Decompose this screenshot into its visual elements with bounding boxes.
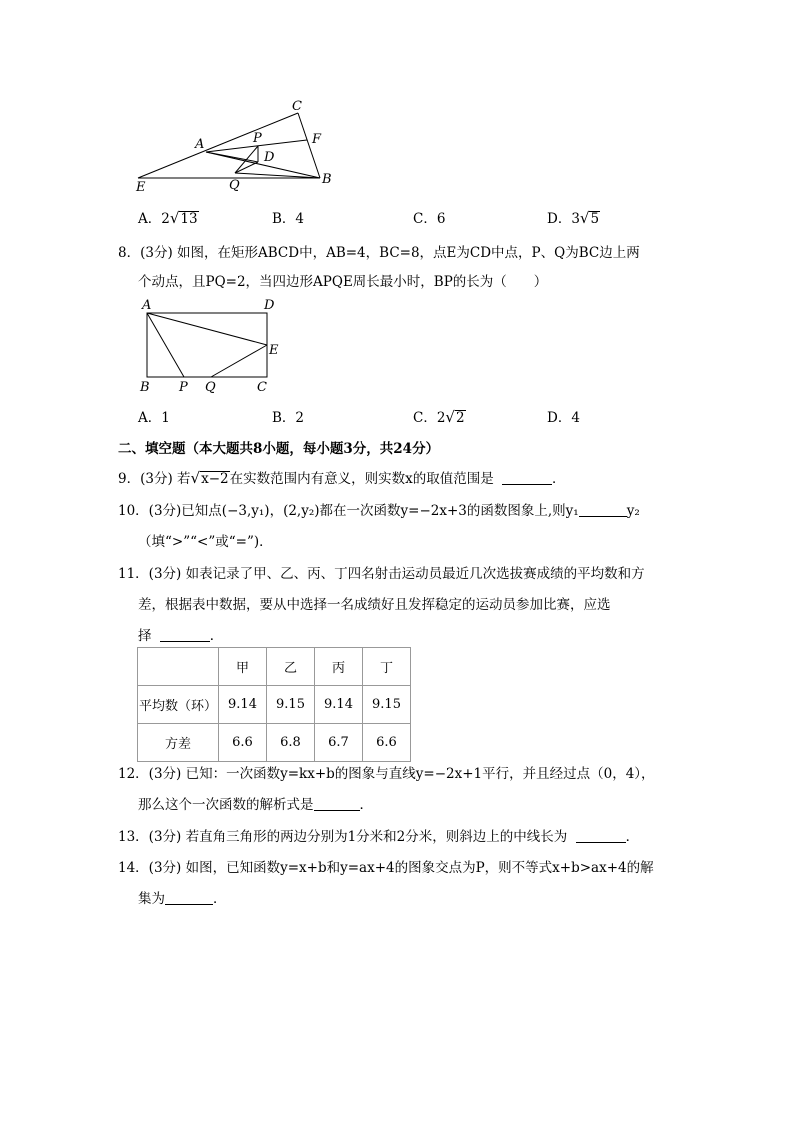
fig7-label-b: B (322, 172, 332, 187)
sqrt-sign: √ (579, 209, 590, 227)
table-row (138, 724, 411, 762)
q14-line2-prefix: 集为 (138, 891, 165, 907)
fig7-label-a: A (195, 137, 205, 152)
fig7-label-c: C (292, 99, 302, 114)
q11-line3-prefix: 择 (138, 628, 152, 644)
table-header-cell (138, 648, 219, 686)
q12-line2-end: ． (359, 797, 373, 813)
q14-line2-end: ． (213, 891, 227, 907)
sqrt-sign: √ (445, 408, 455, 426)
table-cell: 9.15 (363, 686, 411, 724)
q11-score-table (137, 647, 411, 762)
table-row-label: 方差 (138, 724, 219, 762)
q11-line3 (138, 624, 223, 644)
q7-option-d[interactable] (547, 207, 600, 227)
q13-answer-blank[interactable] (576, 829, 626, 844)
q7-figure (130, 96, 340, 196)
table-cell: 6.6 (219, 724, 267, 762)
q12-line2-prefix: 那么这个一次函数的解析式是 (138, 797, 314, 813)
table-cell: 6.6 (363, 724, 411, 762)
q10-answer-blank[interactable] (579, 503, 627, 518)
q7-option-a-prefix: A．2 (138, 211, 170, 227)
fig8-label-p: P (179, 380, 188, 394)
fig7-label-e: E (136, 180, 146, 195)
table-cell: 9.14 (315, 686, 363, 724)
q8-line2: 个动点，且PQ=2，当四边形APQE周长最小时，BP的长为（ ） (138, 274, 548, 290)
fig8-label-b: B (140, 380, 150, 394)
q8-line1: 8．(3分) 如图，在矩形ABCD中，AB=4，BC=8，点E为CD中点，P、Q为BC边上两 (118, 245, 640, 261)
fig8-label-q: Q (205, 380, 216, 394)
q8-option-d[interactable]: D．4 (547, 410, 580, 426)
q10-line2: （填“>”“<”或“=”)． (138, 534, 273, 550)
table-row (138, 686, 411, 724)
q13-end: ． (625, 829, 640, 845)
fig8-label-a: A (142, 298, 152, 313)
q11-answer-blank[interactable] (160, 628, 210, 643)
table-cell: 6.8 (267, 724, 315, 762)
q9-radicand: x−2 (201, 471, 229, 487)
q9-answer-blank[interactable] (502, 471, 552, 486)
q14-line2 (138, 887, 227, 907)
q9 (118, 467, 566, 487)
q13-text: 13．(3分) 若直角三角形的两边分别为1分米和2分米，则斜边上的中线长为 (118, 829, 568, 845)
fig7-label-q: Q (229, 178, 240, 193)
table-header-row (138, 648, 411, 686)
table-header-cell: 丙 (315, 648, 363, 686)
q8-option-c[interactable] (413, 406, 466, 426)
q12-line1: 12．(3分) 已知：一次函数y=kx+b的图象与直线y=−2x+1平行，并且经过点（0，4）， (118, 766, 655, 782)
q13 (118, 825, 639, 845)
fig8-label-e: E (269, 343, 279, 358)
fig8-label-c: C (257, 380, 267, 394)
q8-figure (136, 298, 286, 394)
q11-line3-end: ． (209, 628, 224, 644)
table-header-cell: 丁 (363, 648, 411, 686)
fig8-label-d: D (264, 298, 275, 313)
q9-suffix: 在实数范围内有意义，则实数x的取值范围是 (229, 471, 494, 487)
table-header-cell: 乙 (267, 648, 315, 686)
fig7-label-f: F (312, 132, 322, 147)
fig7-label-p: P (253, 131, 262, 146)
q9-prefix: 9．(3分) 若 (118, 471, 191, 487)
q12-line2 (138, 793, 373, 813)
q8-option-c-prefix: C．2 (413, 410, 446, 426)
q11-line2: 差，根据表中数据，要从中选择一名成绩好且发挥稳定的运动员参加比赛，应选 (138, 597, 611, 613)
q7-option-a-radicand: 13 (180, 211, 198, 227)
sqrt-sign: √ (169, 209, 180, 227)
q11-line1: 11．(3分) 如表记录了甲、乙、丙、丁四名射击运动员最近几次选拔赛成绩的平均数和方 (118, 566, 645, 582)
q10-line1-end: y₂ (626, 503, 640, 519)
section-heading-fill-in: 二、填空题（本大题共8小题，每小题3分，共24分） (118, 441, 440, 457)
q7-option-d-prefix: D．3 (547, 211, 580, 227)
q8-option-b[interactable]: B．2 (272, 410, 305, 426)
q7-option-a[interactable] (138, 207, 199, 227)
q9-end: ． (552, 471, 566, 487)
q8-option-c-radicand: 2 (455, 410, 465, 426)
table-cell: 9.14 (219, 686, 267, 724)
q14-line1: 14．(3分) 如图，已知函数y=x+b和y=ax+4的图象交点为P，则不等式x+b>ax+4的解 (118, 860, 654, 876)
q7-option-c[interactable]: C．6 (413, 211, 446, 227)
sqrt-sign: √ (190, 469, 201, 487)
q8-option-a[interactable]: A．1 (138, 410, 170, 426)
q14-answer-blank[interactable] (165, 891, 213, 906)
q10-line1 (118, 499, 640, 519)
table-row-label: 平均数（环） (138, 686, 219, 724)
fig7-label-d: D (264, 150, 275, 165)
table-cell: 9.15 (267, 686, 315, 724)
q12-answer-blank[interactable] (314, 797, 360, 812)
q7-option-d-radicand: 5 (590, 211, 600, 227)
table-cell: 6.7 (315, 724, 363, 762)
table-header-cell: 甲 (219, 648, 267, 686)
q7-option-b[interactable]: B．4 (272, 211, 305, 227)
q10-line1-text: 10．(3分)已知点(−3,y₁)，(2,y₂)都在一次函数y=−2x+3的函数图象上,则y₁ (118, 503, 579, 519)
